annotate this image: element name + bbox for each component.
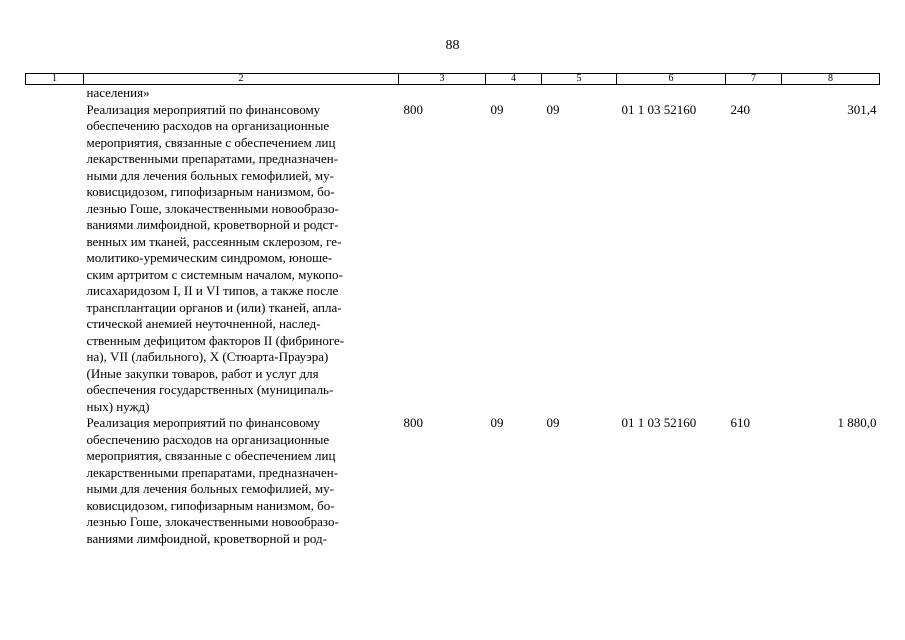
expense-name-line: лезнью Гоше, злокачественными новообразо- xyxy=(86,200,339,216)
expense-name-line: ных) нужд) xyxy=(86,398,150,414)
expense-name-line: (Иные закупки товаров, работ и услуг для xyxy=(86,365,319,381)
expense-name-line: ваниями лимфоидной, кроветворной и род- xyxy=(86,530,327,546)
header-col-4: 4 xyxy=(486,74,542,85)
expense-name-line: ковисцидозом, гипофизарным нанизмом, бо- xyxy=(86,184,335,199)
header-row xyxy=(26,74,880,85)
header-col-1: 1 xyxy=(26,74,84,85)
amount-cell: 301,4 xyxy=(847,101,877,117)
expense-name-cell xyxy=(84,415,399,547)
expense-name-line: ваниями лимфоидной, кроветворной и родст- xyxy=(86,217,339,232)
row-number-cell xyxy=(26,85,84,102)
expense-name-line: Реализация мероприятий по финансовому xyxy=(86,101,321,117)
subsection-code-cell: 09 xyxy=(546,101,560,117)
header-col-5: 5 xyxy=(542,74,617,85)
header-col-7: 7 xyxy=(726,74,782,85)
ministry-code-cell: 800 xyxy=(403,101,423,117)
target-article-cell: 01 1 03 52160 xyxy=(621,415,697,430)
table-row xyxy=(26,415,880,547)
expense-type-cell xyxy=(726,85,782,102)
expense-name-line: обеспечения государственных (муниципаль- xyxy=(86,382,334,397)
target-article-cell xyxy=(617,85,726,102)
amount-cell: 1 880,0 xyxy=(837,415,877,430)
expense-name-line: ными для лечения больных гемофилией, му- xyxy=(86,167,334,183)
amount-cell xyxy=(782,85,880,102)
expense-name-line: лезнью Гоше, злокачественными новообразо- xyxy=(86,514,339,529)
table-body xyxy=(26,85,880,548)
row-number-cell xyxy=(26,415,84,547)
expense-name-line: обеспечению расходов на организационные xyxy=(86,431,330,447)
table-row xyxy=(26,85,880,102)
page-number: 88 xyxy=(445,38,460,53)
header-col-2: 2 xyxy=(84,74,399,85)
section-code-cell: 09 xyxy=(490,415,504,430)
expense-name-line: ными для лечения больных гемофилией, му- xyxy=(86,481,334,496)
expense-type-cell: 610 xyxy=(730,415,750,430)
expense-name-line: венных им тканей, рассеянным склерозом, ге- xyxy=(86,233,342,249)
ministry-code-cell: 800 xyxy=(403,415,423,430)
expense-name-cell xyxy=(84,102,399,416)
expense-name-line: лекарственными препаратами, предназначен- xyxy=(86,151,339,166)
header-col-8: 8 xyxy=(782,74,880,85)
expense-name-line: лисахаридозом I, II и VI типов, а также после xyxy=(86,283,339,298)
expense-name-cell xyxy=(84,85,399,102)
expense-name-line: мероприятия, связанные с обеспечением лиц xyxy=(86,134,336,150)
section-code-cell xyxy=(486,85,542,102)
table-row xyxy=(26,102,880,416)
subsection-code-cell xyxy=(542,85,617,102)
expense-name-line: стической анемией неуточненной, наслед- xyxy=(86,316,321,331)
header-col-6: 6 xyxy=(617,74,726,85)
expense-type-cell: 240 xyxy=(730,101,750,117)
expense-name-line: населения» xyxy=(86,85,150,100)
expense-name-line: трансплантации органов и (или) тканей, апла- xyxy=(86,299,342,315)
ministry-code-cell xyxy=(399,85,486,102)
subsection-code-cell: 09 xyxy=(546,415,560,430)
expense-name-line: ским артритом с системным началом, мукопо- xyxy=(86,266,343,282)
expense-name-line: ственным дефицитом факторов II (фибриноге- xyxy=(86,332,345,348)
expense-name-line: обеспечению расходов на организационные xyxy=(86,118,330,133)
expense-name-line: лекарственными препаратами, предназначен- xyxy=(86,464,339,480)
expense-name-line: на), VII (лабильного), X (Стюарта-Прауэра) xyxy=(86,349,329,364)
section-code-cell: 09 xyxy=(490,101,504,117)
target-article-cell: 01 1 03 52160 xyxy=(621,101,697,117)
expense-name-line: мероприятия, связанные с обеспечением лиц xyxy=(86,448,336,463)
row-number-cell xyxy=(26,102,84,416)
expense-name-line: молитико-уремическим синдромом, юноше- xyxy=(86,250,333,265)
expense-name-line: Реализация мероприятий по финансовому xyxy=(86,415,321,430)
expense-name-line: ковисцидозом, гипофизарным нанизмом, бо- xyxy=(86,497,335,513)
budget-table xyxy=(25,73,880,547)
table-header xyxy=(26,74,880,85)
header-col-3: 3 xyxy=(399,74,486,85)
